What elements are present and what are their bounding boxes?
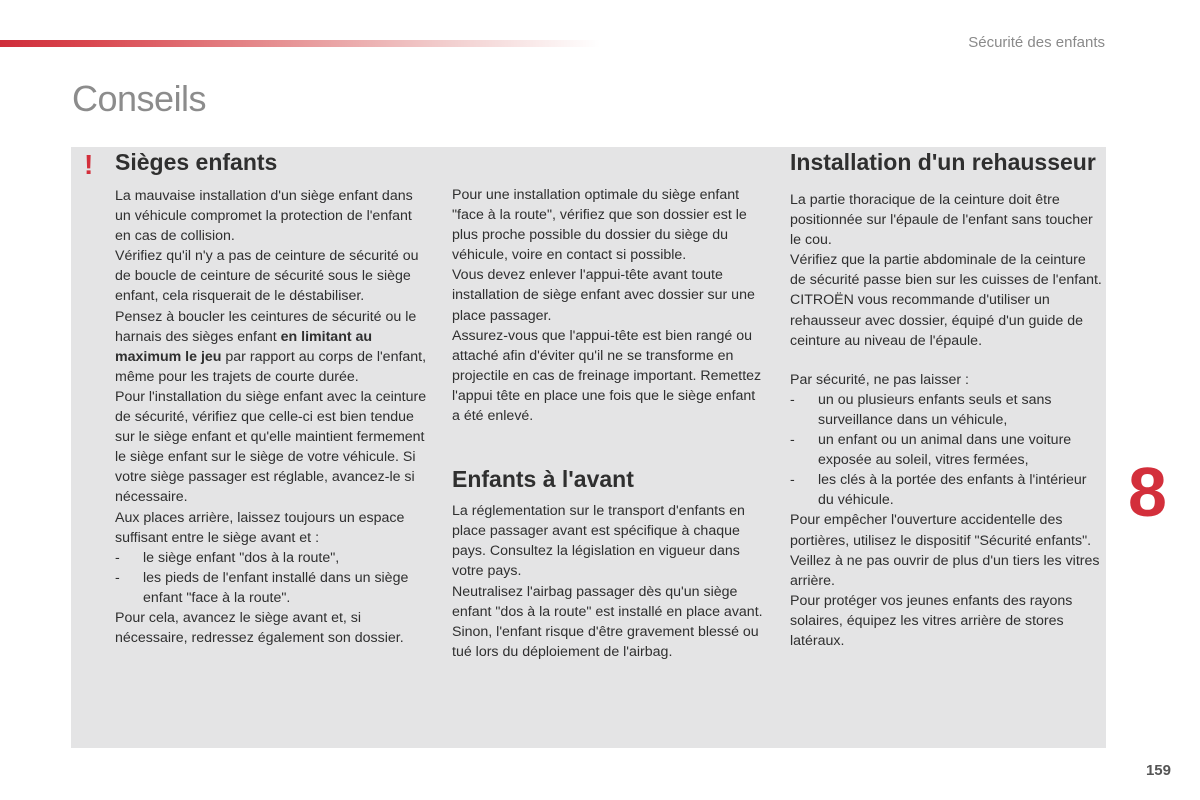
paragraph: Vous devez enlever l'appui-tête avant toute installation de siège enfant avec dossier sur une place passager. — [452, 267, 755, 324]
paragraph: Neutralisez l'airbag passager dès qu'un siège enfant "dos à la route" est installé en place avant. Sinon, l'enfant risque d'être gravement blessé ou tué lors du déploiement de l'airbag. — [452, 583, 763, 660]
column-middle — [452, 185, 764, 662]
paragraph: Veillez à ne pas ouvrir de plus d'un tiers les vitres arrière. — [790, 552, 1100, 589]
paragraph: La réglementation sur le transport d'enfants en place passager avant est spécifique à chaque pays. Consultez la législation en vigueur dans votre pays. — [452, 503, 745, 580]
paragraph: Pour l'installation du siège enfant avec la ceinture de sécurité, vérifiez que celle-ci est bien tendue sur le siège enfant et qu'elle maintient fermement le siège enfant sur le siège de votre véhicule. Si votre siège passager est réglable, avancez-le si nécessaire. — [115, 388, 427, 506]
paragraph: CITROËN vous recommande d'utiliser un rehausseur avec dossier, équipé d'un guide de ceinture au niveau de l'épaule. — [790, 292, 1083, 349]
page-title: Conseils — [72, 78, 207, 119]
list-item — [115, 548, 427, 568]
paragraph: Pour cela, avancez le siège avant et, si nécessaire, redressez également son dossier. — [115, 609, 404, 647]
list-item-text: un ou plusieurs enfants seuls et sans surveillance dans un véhicule, — [818, 391, 1052, 428]
column-sieges-enfants — [115, 150, 427, 648]
column-rehausseur — [790, 150, 1102, 651]
list-item-text: les pieds de l'enfant installé dans un siège enfant "face à la route". — [143, 569, 409, 606]
list-marker: - — [790, 432, 795, 449]
list-item — [115, 568, 427, 608]
paragraph: La mauvaise installation d'un siège enfant dans un véhicule compromet la protection de l'enfant en cas de collision. — [115, 188, 413, 245]
list-marker: - — [790, 472, 795, 489]
paragraph: Pour une installation optimale du siège enfant "face à la route", vérifiez que son dossier est le plus proche possible du dossier du siège du véhicule, voire en contact si possible. — [452, 187, 747, 264]
list-marker: - — [115, 549, 120, 566]
paragraph-with-emphasis — [115, 307, 427, 387]
paragraph: Aux places arrière, laissez toujours un espace suffisant entre le siège avant et : — [115, 509, 405, 546]
paragraph: Par sécurité, ne pas laisser : — [790, 371, 969, 388]
paragraph: La partie thoracique de la ceinture doit être positionnée sur l'épaule de l'enfant sans toucher le cou. — [790, 192, 1093, 249]
paragraph: Pour protéger vos jeunes enfants des rayons solaires, équipez les vitres arrière de stores latéraux. — [790, 592, 1073, 649]
top-accent-bar — [0, 40, 600, 47]
list-item — [790, 470, 1102, 510]
list-marker: - — [790, 391, 795, 408]
spacer — [790, 351, 1102, 370]
heading-installation-rehausseur: Installation d'un rehausseur — [790, 149, 1096, 175]
heading-sieges-enfants: Sièges enfants — [115, 149, 278, 175]
paragraph: Vérifiez que la partie abdominale de la ceinture de sécurité passe bien sur les cuisses de l'enfant. — [790, 252, 1102, 289]
heading-enfants-avant: Enfants à l'avant — [452, 466, 634, 493]
list-item — [790, 430, 1102, 470]
chapter-number: 8 — [1128, 453, 1167, 531]
emphasis-text: en limitant au maximum le jeu — [115, 328, 373, 365]
list-item-text: un enfant ou un animal dans une voiture exposée au soleil, vitres fermées, — [818, 432, 1072, 469]
text: Pensez à boucler les ceintures de sécurité ou le harnais des sièges enfant — [115, 308, 417, 345]
list-item-text: le siège enfant "dos à la route", — [143, 549, 340, 566]
paragraph: Vérifiez qu'il n'y a pas de ceinture de sécurité ou de boucle de ceinture de sécurité sous le siège enfant, cela risquerait de le déstabiliser. — [115, 248, 419, 305]
warning-icon: ! — [84, 149, 94, 180]
list-marker: - — [115, 569, 120, 586]
section-header: Sécurité des enfants — [968, 34, 1105, 51]
list-item — [790, 390, 1102, 430]
list-item-text: les clés à la portée des enfants à l'intérieur du véhicule. — [818, 472, 1087, 509]
text: par rapport au corps de l'enfant, même pour les trajets de courte durée. — [115, 348, 427, 385]
paragraph: Assurez-vous que l'appui-tête est bien rangé ou attaché afin d'éviter qu'il ne se transforme en projectile en cas de freinage important. Remettez l'appui tête en place une fois que le siège enfant a été enlevé. — [452, 327, 762, 425]
page-number: 159 — [1145, 762, 1171, 779]
paragraph: Pour empêcher l'ouverture accidentelle des portières, utilisez le dispositif "Sécurité enfants". — [790, 512, 1092, 549]
